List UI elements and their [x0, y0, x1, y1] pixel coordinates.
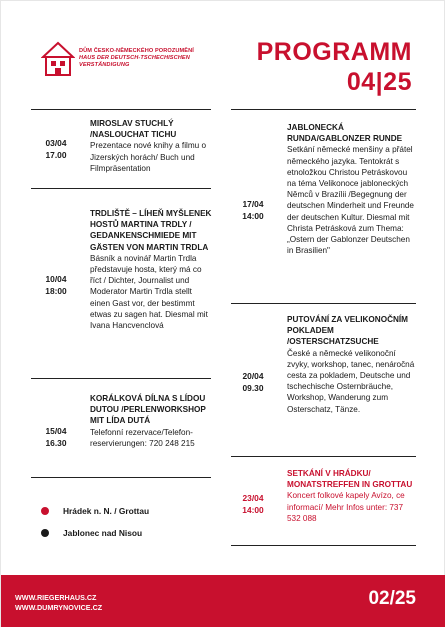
- logo: [41, 41, 241, 81]
- event-date: [234, 492, 272, 516]
- logo-line-de: HAUS DER DEUTSCH-TSCHECHISCHEN: [79, 55, 190, 61]
- event-heading: KORÁLKOVÁ DÍLNA S LÍDOU DUTOU /PERLENWORKSHOP MIT LÍDA DUTÁ: [90, 394, 206, 426]
- legend-label: Hrádek n. N. / Grottau: [63, 506, 150, 516]
- event-jablonecka-runda: [287, 122, 415, 256]
- house-logo-icon: [41, 41, 75, 77]
- red-dot-icon: [41, 507, 49, 515]
- divider: [31, 188, 211, 189]
- event-koralkova: [90, 393, 214, 449]
- event-date: [234, 370, 272, 394]
- footer: [1, 575, 445, 627]
- divider: [231, 303, 416, 304]
- event-heading: JABLONECKÁ RUNDA/GABLONZER RUNDE: [287, 123, 403, 144]
- footer-links: [15, 593, 102, 613]
- event-heading: SETKÁNÍ V HRÁDKU/ MONATSTREFFEN IN GROTTAU: [287, 469, 413, 490]
- page-title: [257, 37, 412, 97]
- date-time: 16.30: [45, 438, 67, 448]
- title-month: 04|25: [346, 68, 412, 96]
- event-body: Prezentace nové knihy a filmu o Jizerských horách/ Buch und Filmpräsentation: [90, 141, 207, 173]
- logo-text: [79, 48, 194, 69]
- event-putovani: [287, 314, 415, 415]
- event-date: [37, 137, 75, 161]
- event-body: Básník a novinář Martin Trdla představuje hosta, který má co říct / Dichter, Journalist und Moderator Martin Trdla stellt einen Gast vor, der bestimmt etwas zu sagen hat. Diesmal mit Ivana Hancvenclová: [90, 253, 208, 331]
- page-number: 02/25: [368, 588, 416, 609]
- date-day: 15/04: [45, 426, 67, 436]
- divider: [31, 477, 211, 478]
- divider: [231, 109, 416, 110]
- legend-label: Jablonec nad Nisou: [63, 528, 143, 538]
- divider: [231, 456, 416, 457]
- event-body: Setkání německé menšiny a přátel německého jazyka. Tentokrát s etnoložkou Christou Petráskovou na téma Velikonoce jabloneckých Němců v Brazílii /Begegnung der deutschen Minderheit und Freunde der deutschen Kultur. Diesmal mit Christa Petrásková zum Thema: „Ostern der Gablonzer Deutschen in Brasilien": [287, 145, 414, 256]
- link-dumrynovice[interactable]: WWW.DUMRYNOVICE.CZ: [15, 603, 103, 612]
- event-body: Telefonní rezervace/Telefon-reservierungen: 720 248 215: [90, 427, 195, 448]
- divider: [231, 545, 416, 546]
- date-day: 20/04: [242, 371, 264, 381]
- event-setkani-hradek: [287, 468, 415, 524]
- event-trdliste: [90, 208, 214, 331]
- event-date: [234, 198, 272, 222]
- date-time: 09.30: [242, 383, 264, 393]
- link-riegerhaus[interactable]: WWW.RIEGERHAUS.CZ: [15, 593, 97, 602]
- event-body: Koncert folkové kapely Avízo, ce informací/ Mehr Infos unter: 737 532 088: [287, 491, 405, 523]
- date-day: 03/04: [45, 138, 67, 148]
- date-day: 10/04: [45, 274, 67, 284]
- divider: [31, 378, 211, 379]
- event-date: [37, 425, 75, 449]
- logo-line-de-2: VERSTÄNDIGUNG: [79, 62, 130, 68]
- event-stuchly: [90, 118, 214, 174]
- event-date: [37, 273, 75, 297]
- date-time: 14:00: [242, 505, 264, 515]
- event-heading: TRDLIŠTĚ – LÍHEŇ MYŠLENEK HOSTŮ MARTINA TRDLY / GEDANKENSCHMIEDE MIT GÄSTEN VON MARTIN TRDLA: [90, 209, 212, 252]
- logo-line-cz: DŮM ČESKO-NĚMECKÉHO POROZUMĚNÍ: [79, 48, 194, 54]
- black-dot-icon: [41, 529, 49, 537]
- title-programm: PROGRAMM: [256, 38, 412, 66]
- event-heading: PUTOVÁNÍ ZA VELIKONOČNÍM POKLADEM /OSTERSCHATZSUCHE: [287, 315, 408, 347]
- event-heading: MIROSLAV STUCHLÝ /NASLOUCHAT TICHU: [90, 119, 177, 140]
- date-time: 17.00: [45, 150, 67, 160]
- divider: [31, 109, 211, 110]
- event-body: České a německé velikonoční zvyky, workshop, tanec, nenáročná cesta za pokladem, Deutsche und tschechische Osternbräuche, Workshop, Wanderung zum Osterschatz, Tänze.: [287, 348, 415, 414]
- date-day: 23/04: [242, 493, 264, 503]
- date-time: 14:00: [242, 211, 264, 221]
- date-time: 18:00: [45, 286, 67, 296]
- date-day: 17/04: [242, 199, 264, 209]
